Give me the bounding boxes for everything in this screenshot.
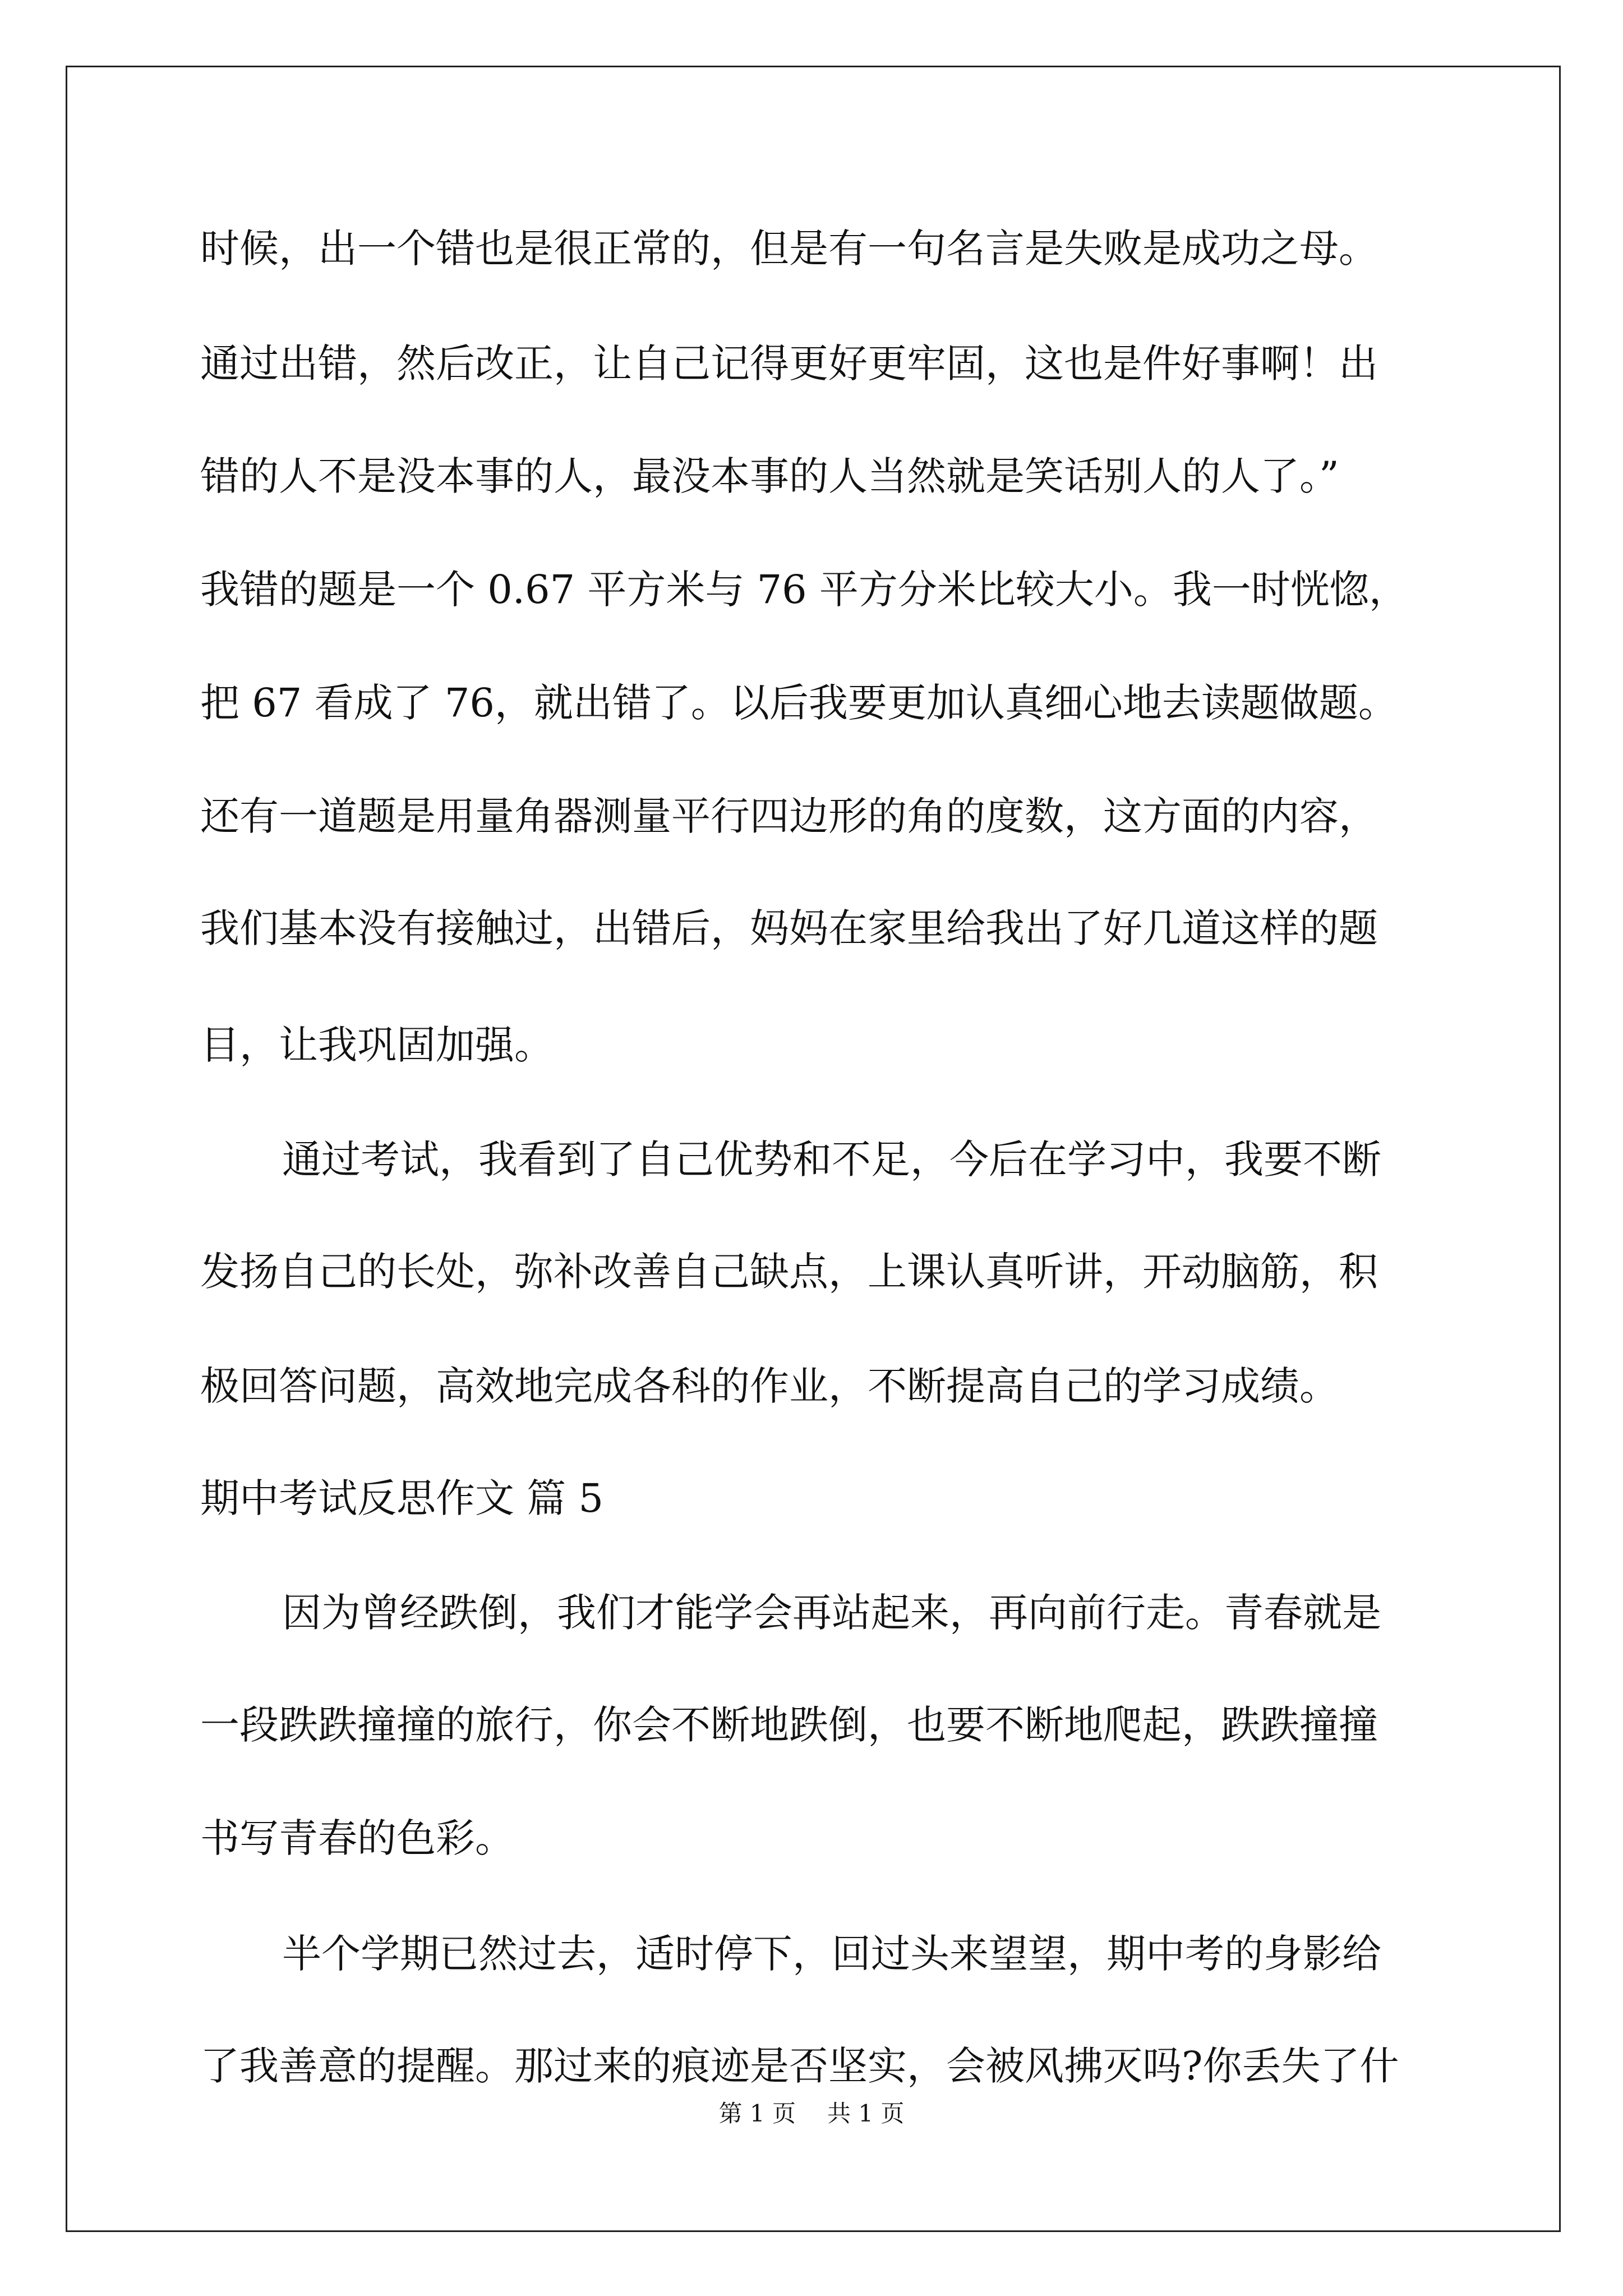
text-line: 把 67 看成了 76，就出错了。以后我要更加认真细心地去读题做题。: [200, 680, 1398, 726]
text-line: 目，让我巩固加强。: [200, 1022, 554, 1068]
text-line: 时候，出一个错也是很正常的，但是有一句名言是失败是成功之母。: [200, 226, 1378, 272]
page-footer: [0, 2098, 1623, 2129]
page-total: 共 1 页: [827, 2100, 905, 2127]
paragraph-start-line: 通过考试，我看到了自己优势和不足，今后在学习中，我要不断: [282, 1137, 1381, 1182]
text-line: 错的人不是没本事的人，最没本事的人当然就是笑话别人的人了。”: [200, 453, 1339, 499]
text-line: 我错的题是一个 0.67 平方米与 76 平方分米比较大小。我一时恍惚，: [200, 567, 1408, 613]
page-number: 第 1 页: [718, 2100, 796, 2127]
text-line: 发扬自己的长处，弥补改善自己缺点，上课认真听讲，开动脑筋，积: [200, 1249, 1378, 1295]
text-line: 还有一道题是用量角器测量平行四边形的角的度数，这方面的内容，: [200, 793, 1378, 839]
text-line: 通过出错，然后改正，让自己记得更好更牢固，这也是件好事啊！出: [200, 341, 1378, 386]
text-line: 书写青春的色彩。: [200, 1815, 514, 1861]
paragraph-start-line: 因为曾经跌倒，我们才能学会再站起来，再向前行走。青春就是: [282, 1590, 1381, 1636]
text-line: 极回答问题，高效地完成各科的作业，不断提高自己的学习成绩。: [200, 1363, 1339, 1409]
text-line: 我们基本没有接触过，出错后，妈妈在家里给我出了好几道这样的题: [200, 905, 1378, 951]
section-heading: 期中考试反思作文 篇 5: [200, 1475, 604, 1521]
text-line: 了我善意的提醒。那过来的痕迹是否坚实，会被风拂灭吗?你丢失了什: [200, 2043, 1399, 2089]
paragraph-start-line: 半个学期已然过去，适时停下，回过头来望望，期中考的身影给: [282, 1931, 1381, 1977]
text-line: 一段跌跌撞撞的旅行，你会不断地跌倒，也要不断地爬起，跌跌撞撞: [200, 1702, 1378, 1748]
